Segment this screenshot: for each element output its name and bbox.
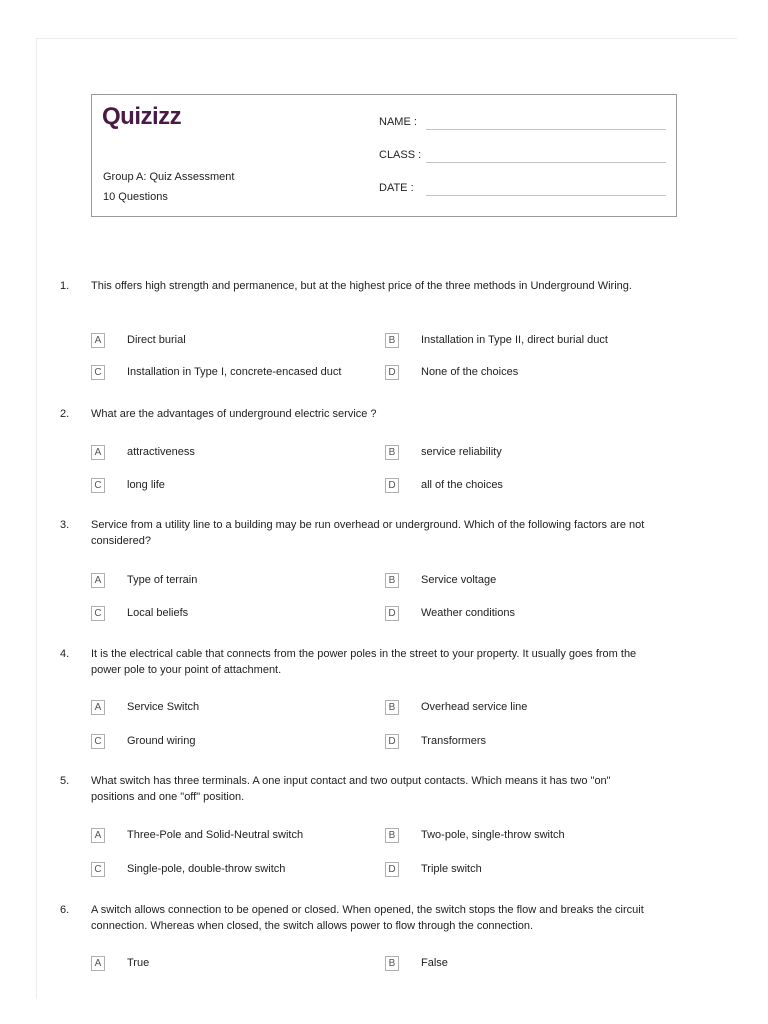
date-line [426, 195, 666, 196]
question-number: 1. [60, 280, 70, 292]
option-text: attractiveness [127, 446, 195, 458]
option-text: Triple switch [421, 863, 482, 875]
option-text: Service Switch [127, 701, 200, 713]
option-text: all of the choices [421, 479, 503, 491]
option-text: Installation in Type I, concrete-encased duct [127, 366, 342, 378]
date-label: DATE : [379, 182, 414, 194]
question-number: 2. [60, 408, 70, 420]
option-letter: C [91, 606, 105, 621]
option-letter: D [385, 862, 399, 877]
option-text: Single-pole, double-throw switch [127, 863, 286, 875]
option-text: Three-Pole and Solid-Neutral switch [127, 829, 304, 841]
worksheet-header [91, 94, 677, 217]
option-text: Transformers [421, 735, 486, 747]
option-letter: A [91, 445, 105, 460]
option-text: False [421, 957, 448, 969]
option-text: Type of terrain [127, 574, 198, 586]
option-letter: A [91, 828, 105, 843]
option-letter: B [385, 956, 399, 971]
option-letter: A [91, 333, 105, 348]
option-text: service reliability [421, 446, 502, 458]
option-text: Ground wiring [127, 735, 196, 747]
class-line [426, 162, 666, 163]
question-text: This offers high strength and permanence, but at the highest price of the three methods in Underground Wiring. [91, 280, 632, 292]
question-number: 6. [60, 904, 70, 916]
option-letter: D [385, 606, 399, 621]
name-line [426, 129, 666, 130]
option-text: Weather conditions [421, 607, 515, 619]
date-field[interactable] [379, 182, 426, 194]
option-letter: B [385, 333, 399, 348]
question-count: 10 Questions [103, 191, 168, 203]
class-label: CLASS : [379, 149, 422, 161]
option-letter: C [91, 478, 105, 493]
question-text: A switch allows connection to be opened or closed. When opened, the switch stops the flow and breaks the circuit connection. Whereas when closed, the switch allows power to flow through the connection. [91, 904, 644, 932]
question-text: What are the advantages of underground electric service ? [91, 408, 377, 420]
option-letter: A [91, 700, 105, 715]
option-letter: D [385, 734, 399, 749]
option-text: True [127, 957, 150, 969]
question-number: 4. [60, 648, 70, 660]
quizizz-logo: Quizizz [102, 103, 182, 130]
option-text: long life [127, 479, 165, 491]
question-text: Service from a utility line to a building may be run overhead or underground. Which of the following factors are not considered? [91, 519, 645, 547]
question-number: 3. [60, 519, 70, 531]
question-text: What switch has three terminals. A one input contact and two output contacts. Which means it has two "on" positions and one "off" position. [91, 775, 611, 803]
option-letter: B [385, 828, 399, 843]
option-letter: A [91, 573, 105, 588]
option-letter: D [385, 478, 399, 493]
option-letter: D [385, 365, 399, 380]
option-text: Overhead service line [421, 701, 528, 713]
name-label: NAME : [379, 116, 417, 128]
class-field[interactable] [379, 149, 426, 161]
option-letter: C [91, 365, 105, 380]
name-field[interactable] [379, 116, 426, 128]
option-text: Direct burial [127, 334, 186, 346]
quiz-title: Group A: Quiz Assessment [103, 171, 235, 183]
option-letter: B [385, 700, 399, 715]
option-text: Two-pole, single-throw switch [421, 829, 565, 841]
option-letter: B [385, 573, 399, 588]
option-text: Installation in Type II, direct burial duct [421, 334, 608, 346]
option-letter: A [91, 956, 105, 971]
option-letter: C [91, 734, 105, 749]
question-number: 5. [60, 775, 70, 787]
option-text: Local beliefs [127, 607, 189, 619]
option-text: Service voltage [421, 574, 497, 586]
option-letter: B [385, 445, 399, 460]
question-text: It is the electrical cable that connects from the power poles in the street to your property. It usually goes from the power pole to your point of attachment. [91, 648, 637, 676]
option-letter: C [91, 862, 105, 877]
option-text: None of the choices [421, 366, 519, 378]
